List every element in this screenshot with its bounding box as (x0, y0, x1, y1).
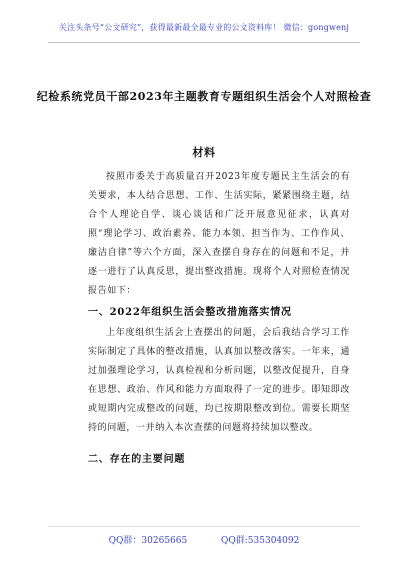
header-note: 关注头条号“公文研究”，获得最新最全最专业的公文资料库！ 微信：gongwenj (58, 23, 350, 32)
footer-qq-group-1: QQ群：30265665 (108, 536, 188, 546)
document-title: 纪检系统党员干部2023年主题教育专题组织生活会个人对照检查材料 (36, 90, 372, 159)
footer (0, 533, 408, 546)
section1-paragraph: 上年度组织生活会上查摆出的问题，会后我结合学习工作实际制定了具体的整改措施，认真加以整改落实。一年来，通过加强理论学习，认真检视和分析问题，以整改促提升，自身在思想、政治、作风和能力方面取得了一定的进步。即知即改或短期内完成整改的问题，均已按期限整改到位。需要长期坚持的问题，一并纳入本次查摆的问题将持续加以整改。 (88, 328, 350, 433)
footer-qq-group-2: QQ群:535304092 (221, 536, 300, 546)
header-divider (48, 42, 360, 43)
footer-divider (48, 526, 360, 527)
section-heading-2: 二、存在的主要问题 (88, 454, 186, 465)
section-heading-1: 一、2022年组织生活会整改措施落实情况 (88, 307, 292, 318)
intro-paragraph: 按照市委关于高质量召开2023年度专题民主生活会的有关要求，本人结合思想、工作、生活实际，紧紧围绕主题，结合个人理论自学、谈心谈话和广泛开展意见征求，认真对照“理论学习、政治素养、能力本领、担当作为、工作作风、廉洁自律”等六个方面，深入查摆自身存在的问题和不足，并逐一进行了认真反思，提出整改措施。现将个人对照检查情况报告如下： (88, 172, 350, 296)
document-body (88, 168, 350, 471)
